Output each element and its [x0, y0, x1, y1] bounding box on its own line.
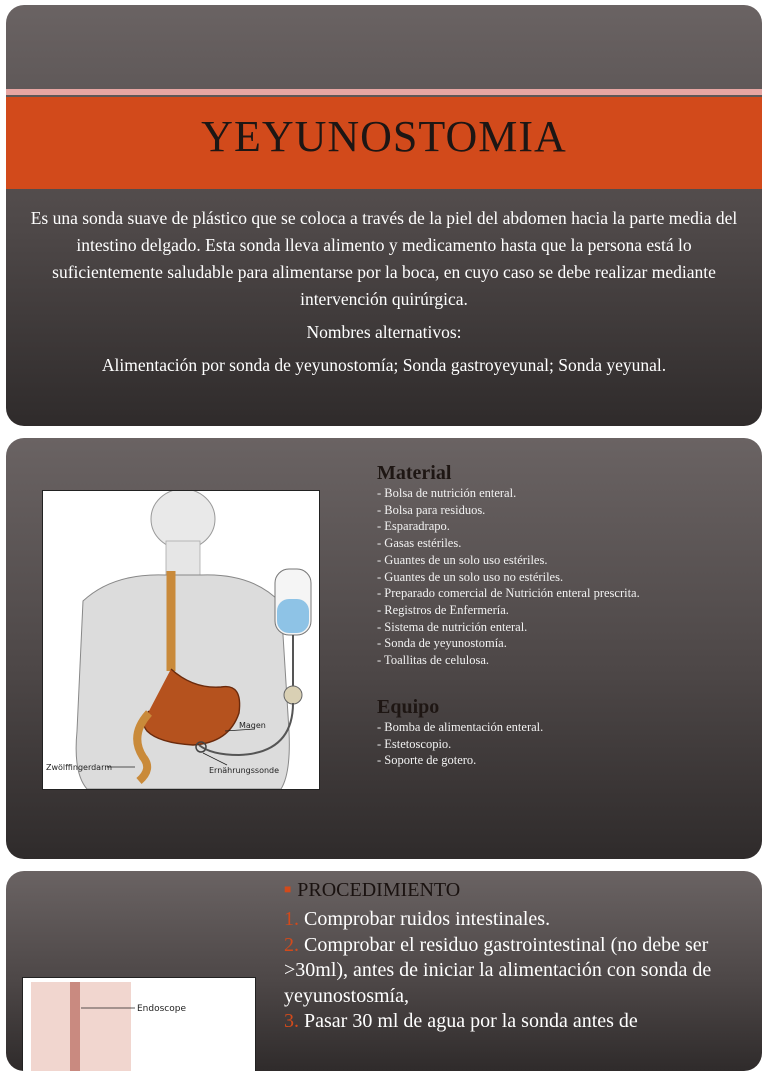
- step-text: Comprobar el residuo gastrointestinal (no debe ser >30ml), antes de iniciar la alimentación con sonda de yeyunostosmía,: [284, 933, 712, 1007]
- label-tube: Ernährungssonde: [209, 766, 280, 775]
- procedure-step: [284, 907, 754, 933]
- list-item: - Preparado comercial de Nutrición enteral prescrita.: [377, 586, 640, 601]
- step-number: 3.: [284, 1010, 299, 1032]
- label-endoscope: Endoscope: [137, 1004, 187, 1014]
- label-stomach: Magen: [239, 721, 266, 730]
- step-number: 2.: [284, 933, 299, 956]
- procedure-step: [284, 933, 754, 1010]
- list-item: - Guantes de un solo uso no estériles.: [377, 569, 564, 584]
- list-item: - Bolsa para residuos.: [377, 502, 486, 517]
- slide-title: YEYUNOSTOMIA: [201, 112, 567, 161]
- step-number: 1.: [284, 908, 299, 930]
- equipo-list: [377, 719, 543, 769]
- jejunostomy-illustration: [42, 490, 320, 790]
- slide-yeyunostomia-intro: [6, 5, 762, 426]
- procedure-step: [284, 1009, 754, 1035]
- step-text: Comprobar ruidos intestinales.: [299, 908, 551, 930]
- list-item: - Bomba de alimentación enteral.: [377, 720, 544, 734]
- list-item: - Esparadrapo.: [377, 519, 450, 534]
- material-heading: Material: [377, 462, 452, 484]
- slide-material-equipo: [6, 438, 762, 859]
- torso-feeding-tube-image: [43, 491, 319, 789]
- alt-names: Alimentación por sonda de yeyunostomía; Sonda gastroyeyunal; Sonda yeyunal.: [101, 355, 667, 375]
- equipo-section: [377, 696, 543, 769]
- intro-text: [26, 205, 742, 385]
- procedimiento-title: PROCEDIMIENTO: [297, 879, 461, 901]
- list-item: - Estetoscopio.: [377, 736, 452, 751]
- endoscope-image: [23, 978, 255, 1071]
- equipo-heading: Equipo: [377, 696, 440, 718]
- slide-procedimiento: [6, 871, 762, 1071]
- bullet-icon: ■: [284, 882, 292, 896]
- procedimiento-heading: [284, 879, 460, 902]
- material-list: [377, 485, 640, 669]
- list-item: - Bolsa de nutrición enteral.: [377, 486, 517, 500]
- list-item: - Sistema de nutrición enteral.: [377, 619, 528, 634]
- title-top-stripe: [6, 89, 762, 95]
- description-paragraph: Es una sonda suave de plástico que se coloca a través de la piel del abdomen hacia la parte media del intestino delgado. Esta sonda lleva alimento y medicamento hasta que la persona está lo suficientemente saludable para alimentarse por la boca, en cuyo caso se debe realizar mediante intervención quirúrgica.: [30, 208, 738, 309]
- list-item: - Gasas estériles.: [377, 536, 462, 551]
- alt-names-label: Nombres alternativos:: [306, 322, 462, 342]
- step-text: Pasar 30 ml de agua por la sonda antes de: [299, 1010, 638, 1032]
- list-item: - Sonda de yeyunostomía.: [377, 636, 507, 651]
- material-section: [377, 462, 640, 669]
- list-item: - Guantes de un solo uso estériles.: [377, 552, 548, 567]
- procedure-steps: [284, 907, 754, 1035]
- list-item: - Soporte de gotero.: [377, 753, 477, 768]
- endoscope-illustration: [22, 977, 256, 1071]
- list-item: - Registros de Enfermería.: [377, 602, 509, 617]
- label-duodenum: Zwölffingerdarm: [46, 763, 113, 772]
- list-item: - Toallitas de celulosa.: [377, 653, 490, 668]
